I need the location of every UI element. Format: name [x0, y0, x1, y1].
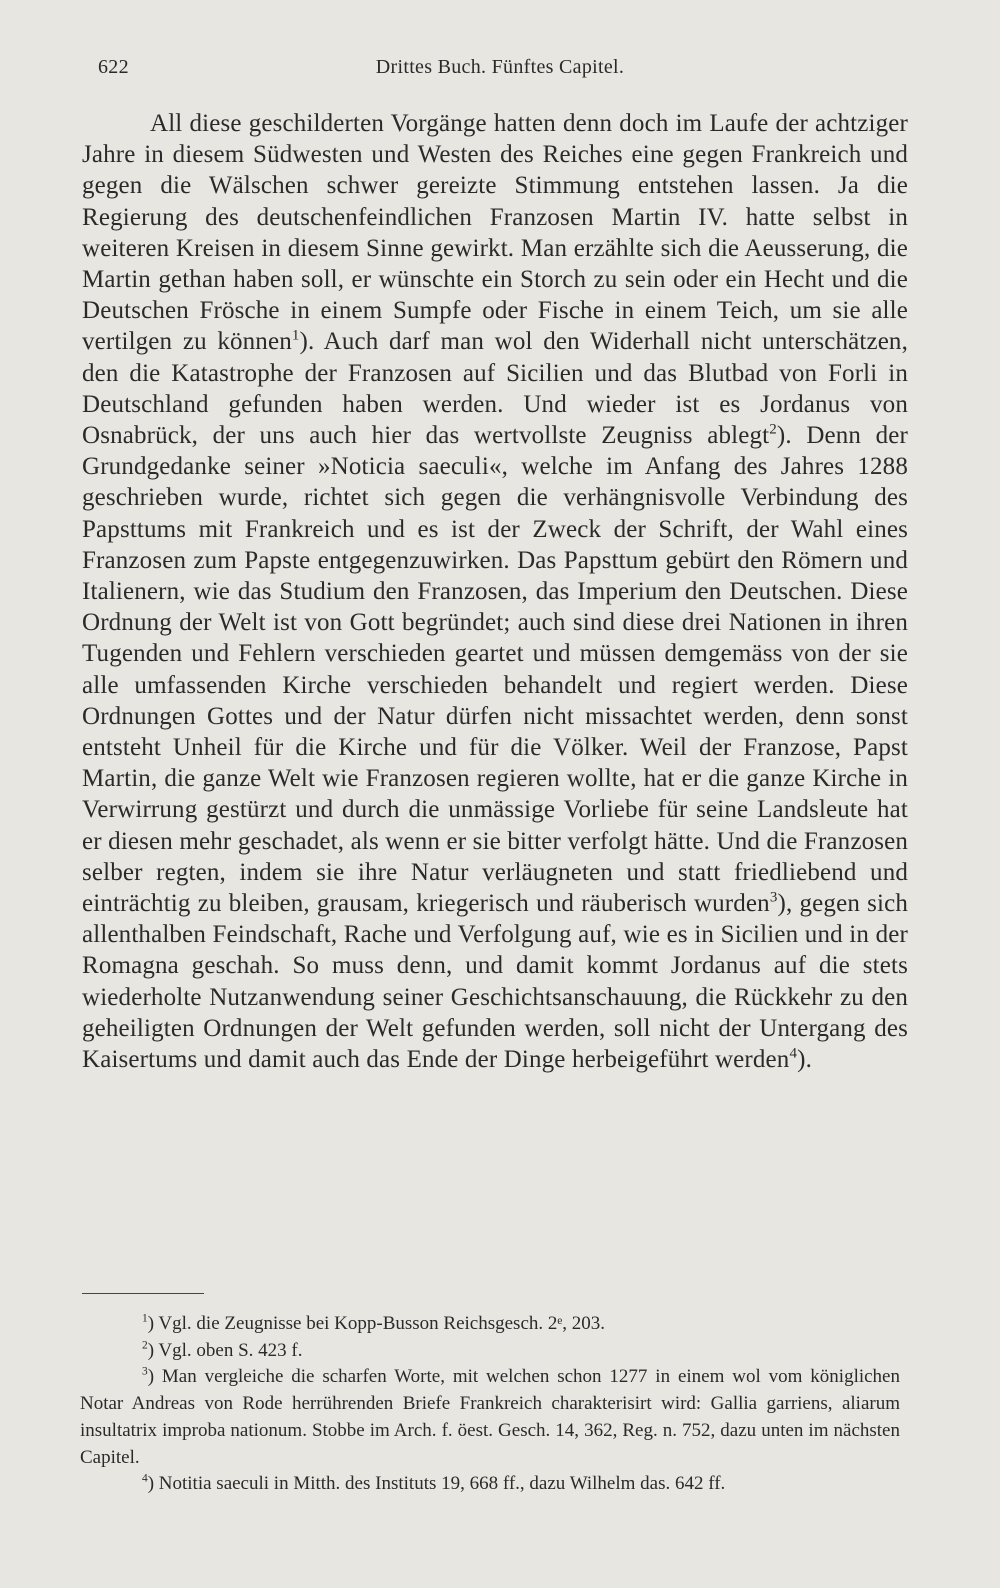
footnote-marker: 2	[142, 1339, 148, 1352]
main-text	[82, 108, 908, 1075]
footnote	[80, 1471, 900, 1498]
footnote-ref: 3	[769, 889, 778, 906]
footnote-marker: 3	[142, 1366, 148, 1379]
footnote-divider	[82, 1293, 204, 1294]
text-segment: ). Auch darf man wol den Widerhall nicht unterschätzen, den die Katastrophe der Franzosen auf Sicilien und das Blutbad von Forli in Deutschland gefunden haben werden. Und wieder ist es Jordanus von Osnabrück, der uns auch hier das wertvollste Zeugniss ablegt	[82, 328, 908, 450]
footnote	[80, 1338, 900, 1365]
text-segment: ). Denn der Grundgedanke seiner »Noticia saeculi«, welche im Anfang des Jahres 1288 geschrieben wurde, richtet sich gegen die verhängnisvolle Verbindung des Papsttums mit Frankreich und es ist der Zweck der Schrift, der Wahl eines Franzosen zum Papste entgegenzuwirken. Das Papsttum gebürt den Römern und Italienern, wie das Studium den Franzosen, das Imperium den Deutschen. Diese Ordnung der Welt ist von Gott begründet; auch sind diese drei Nationen in ihren Tugenden und Fehlern verschieden geartet und müssen demgemäss von der sie alle umfassenden Kirche verschieden behandelt und regiert werden. Diese Ordnungen Gottes und der Natur dürfen nicht missachtet werden, denn sonst entsteht Unheil für die Kirche und für die Völker. Weil der Franzose, Papst Martin, die ganze Welt wie Franzosen regieren wollte, hat er die ganze Kirche in Verwirrung gestürzt und durch die unmässige Vorliebe für seine Landsleute hat er diesen mehr geschadet, als wenn er sie bitter verfolgt hätte. Und die Franzosen selber regten, indem sie ihre Natur verläugneten und statt friedliebend und einträchtig zu bleiben, grausam, kriegerisch und räuberisch wurden	[82, 422, 908, 918]
paragraph	[82, 108, 908, 1075]
footnote-ref: 1	[291, 328, 300, 345]
text-segment: ).	[797, 1046, 812, 1074]
page-number: 622	[98, 56, 129, 78]
footnote-text: ) Vgl. oben S. 423 f.	[147, 1339, 303, 1361]
footnote-marker: 1	[142, 1312, 148, 1325]
footnotes	[80, 1311, 900, 1498]
footnote-marker: 4	[142, 1472, 148, 1485]
footnote	[80, 1364, 900, 1471]
footnote-text: ) Man vergleiche die scharfen Worte, mit welchen schon 1277 in einem wol vom königlichen Notar Andreas von Rode herrührenden Briefe Frankreich charakterisirt wird: Gallia garriens, aliarum insultatrix improba nationum. Stobbe im Arch. f. öest. Gesch. 14, 362, Reg. n. 752, dazu unten im nächsten Capitel.	[80, 1366, 900, 1468]
text-segment: ), gegen sich allenthalben Feindschaft, Rache und Verfolgung auf, wie es in Sicilien und in der Romagna geschah. So muss denn, und damit kommt Jordanus auf die stets wiederholte Nutzanwendung seiner Geschichtsanschauung, die Rückkehr zu den geheiligten Ordnungen der Welt gefunden werden, soll nicht der Untergang des Kaisertums und damit auch das Ende der Dinge herbeigeführt werden	[82, 890, 908, 1074]
running-title: Drittes Buch. Fünftes Capitel.	[375, 56, 625, 78]
footnote-ref: 2	[769, 421, 777, 438]
footnote	[80, 1311, 900, 1338]
footnote-text: ) Vgl. die Zeugnisse bei Kopp-Busson Reichsgesch. 2ᵉ, 203.	[147, 1313, 606, 1334]
text-segment: All diese geschilderten Vorgänge hatten denn doch im Laufe der achtziger Jahre in diesem Südwesten und Westen des Reiches eine gegen Frankreich und gegen die Wälschen schwer gereizte Stimmung entstehen lassen. Ja die Regierung des deutschenfeindlichen Franzosen Martin IV. hatte selbst in weiteren Kreisen in diesem Sinne gewirkt. Man erzählte sich die Aeusserung, die Martin gethan haben soll, er wünschte ein Storch zu sein oder ein Hecht und die Deutschen Frösche in einem Sumpfe oder Fische in einem Teich, um sie alle vertilgen zu können	[82, 110, 908, 356]
footnote-text: ) Notitia saeculi in Mitth. des Instituts 19, 668 ff., dazu Wilhelm das. 642 ff.	[147, 1473, 726, 1495]
footnote-ref: 4	[789, 1045, 798, 1062]
running-header	[98, 56, 902, 86]
